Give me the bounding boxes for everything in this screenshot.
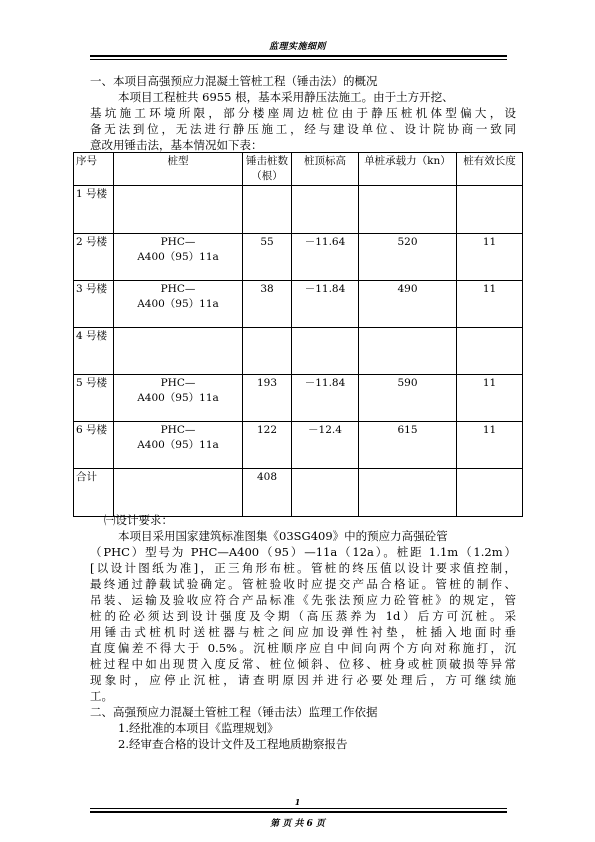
cell-pile-type: PHC— A400（95）11a	[114, 422, 243, 469]
section2-heading: 二、高强预应力混凝土管桩工程（锤击法）监理工作依据	[90, 705, 378, 719]
cell-count: 122	[243, 422, 292, 469]
cell-count	[243, 186, 292, 234]
document-header-title: 监理实施细则	[268, 42, 326, 52]
table-row	[74, 281, 523, 328]
footer-rule-thin	[90, 808, 507, 809]
design-line-2: （PHC）型号为 PHC—A400（95）—11a（12a）。桩距 1.1m（1.2m）	[90, 545, 516, 559]
cell-no: 合计	[74, 469, 114, 517]
cell-no: 2 号楼	[74, 234, 114, 281]
cell-pile-type: PHC— A400（95）11a	[114, 281, 243, 328]
cell-length	[457, 469, 523, 517]
cell-no: 3 号楼	[74, 281, 114, 328]
header-top-elevation: 桩顶标高	[292, 153, 359, 186]
header-rule-thin	[90, 59, 507, 60]
section2-item-2: 2.经审查合格的设计文件及工程地质勘察报告	[118, 737, 348, 751]
design-line-5: 吊装、运输及验收应符合产品标准《先张法预应力砼管桩》的规定，管	[90, 593, 516, 607]
table-row	[74, 328, 523, 375]
cell-pile-type	[114, 186, 243, 234]
section1-line-4: 意改用锤击法，基本情况如下表：	[90, 138, 263, 152]
cell-count: 408	[243, 469, 292, 517]
table-header-row	[74, 153, 523, 186]
cell-length: 11	[457, 375, 523, 422]
table-row	[74, 234, 523, 281]
cell-length	[457, 328, 523, 375]
cell-length: 11	[457, 234, 523, 281]
cell-count: 38	[243, 281, 292, 328]
design-heading: ㈠设计要求：	[104, 513, 173, 527]
design-line-1: 本项目采用国家建筑标准图集《03SG409》中的预应力高强砼管	[118, 529, 448, 543]
design-line-6: 桩的砼必须达到设计强度及令期（高压蒸养为 1d）后方可沉桩。采	[90, 609, 516, 623]
table-row	[74, 186, 523, 234]
header-capacity: 单桩承载力（kn）	[359, 153, 457, 186]
cell-no: 4 号楼	[74, 328, 114, 375]
cell-capacity	[359, 186, 457, 234]
table-total-row	[74, 469, 523, 517]
cell-length: 11	[457, 281, 523, 328]
section1-line-3: 备无法到位，无法进行静压施工，经与建设单位、设计院协商一致同	[90, 122, 516, 136]
page-number: 1	[294, 797, 301, 807]
design-line-8: 直度偏差不得大于 0.5%。沉桩顺序应自中间向两个方向对称施打，沉	[90, 641, 516, 655]
cell-pile-type	[114, 328, 243, 375]
design-line-9: 桩过程中如出现贯入度反常、桩位倾斜、位移、桩身或桩顶破损等异常	[90, 657, 516, 671]
cell-elevation: －12.4	[292, 422, 359, 469]
cell-pile-type: PHC— A400（95）11a	[114, 234, 243, 281]
cell-no: 5 号楼	[74, 375, 114, 422]
design-line-7: 用锤击式桩机时送桩器与桩之间应加设弹性衬垫，桩插入地面时垂	[90, 625, 516, 639]
cell-elevation: －11.84	[292, 281, 359, 328]
cell-count: 193	[243, 375, 292, 422]
cell-elevation	[292, 186, 359, 234]
cell-pile-type: PHC— A400（95）11a	[114, 375, 243, 422]
footer-rule-thick	[90, 811, 507, 813]
header-pile-type: 桩型	[114, 153, 243, 186]
table-row	[74, 375, 523, 422]
section1-line-1: 本项目工程桩共 6955 根，基本采用静压法施工。由于土方开挖、	[118, 90, 454, 104]
design-line-3: [以设计图纸为准]，正三角形布桩。管桩的终压值以设计要求值控制，	[90, 561, 516, 575]
header-effective-length: 桩有效长度	[457, 153, 523, 186]
cell-elevation: －11.64	[292, 234, 359, 281]
cell-elevation: －11.84	[292, 375, 359, 422]
cell-elevation	[292, 469, 359, 517]
cell-length	[457, 186, 523, 234]
design-line-11: 工。	[90, 689, 113, 703]
section1-line-2: 基坑施工环境所限，部分楼座周边桩位由于静压桩机体型偏大，设	[90, 106, 516, 120]
page-count-text: 第 页 共 6 页	[270, 819, 325, 829]
header-pile-count: 锤击桩数（根）	[243, 153, 292, 186]
table-row	[74, 422, 523, 469]
cell-pile-type	[114, 469, 243, 517]
cell-capacity: 520	[359, 234, 457, 281]
cell-no: 1 号楼	[74, 186, 114, 234]
cell-count: 55	[243, 234, 292, 281]
cell-capacity: 490	[359, 281, 457, 328]
section2-item-1: 1.经批准的本项目《监理规划》	[118, 721, 279, 735]
section1-heading: 一、本项目高强预应力混凝土管桩工程（锤击法）的概况	[90, 74, 378, 88]
pile-summary-table	[73, 152, 523, 517]
design-line-10: 现象时，应停止沉桩，请查明原因并进行必要处理后，方可继续施	[90, 673, 516, 687]
cell-capacity	[359, 328, 457, 375]
cell-no: 6 号楼	[74, 422, 114, 469]
header-no: 序号	[74, 153, 114, 186]
header-rule-thick	[90, 55, 507, 57]
design-line-4: 最终通过静载试验确定。管桩验收时应提交产品合格证。管桩的制作、	[90, 577, 516, 591]
cell-elevation	[292, 328, 359, 375]
cell-length: 11	[457, 422, 523, 469]
cell-capacity: 615	[359, 422, 457, 469]
cell-capacity: 590	[359, 375, 457, 422]
cell-count	[243, 328, 292, 375]
cell-capacity	[359, 469, 457, 517]
